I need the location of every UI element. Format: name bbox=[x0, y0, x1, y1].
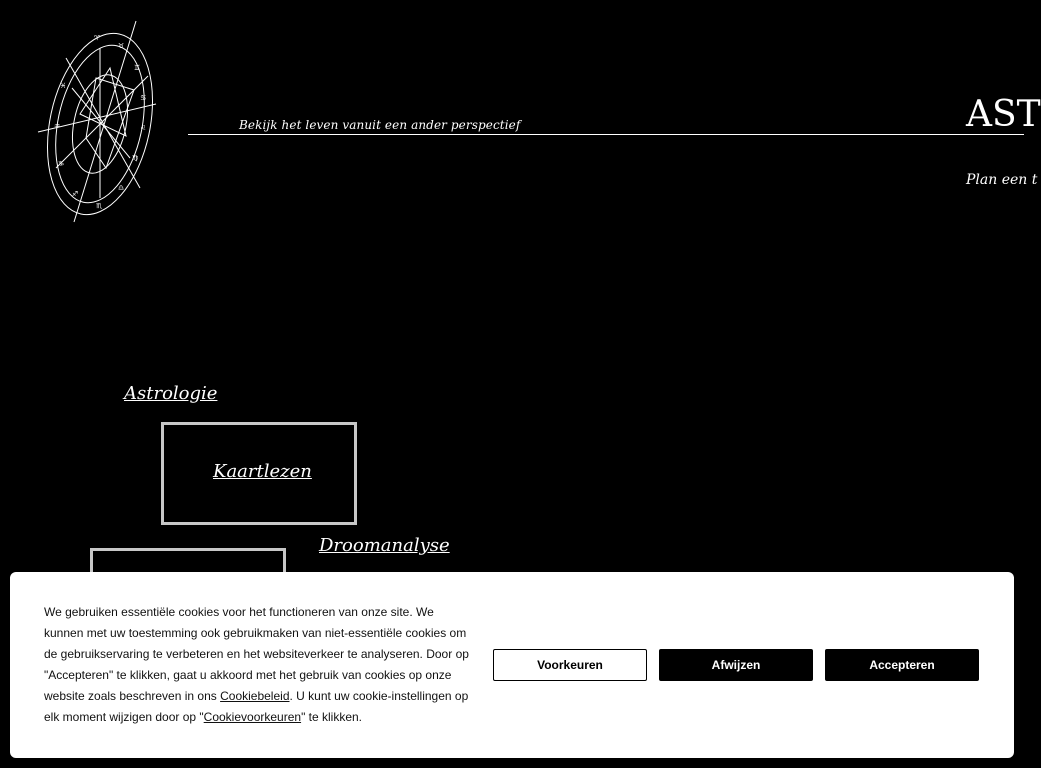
cookie-message bbox=[44, 602, 476, 728]
cookie-text-part1: We gebruiken essentiële cookies voor het functioneren van onze site. We kunnen met uw toestemming ook gebruikmaken van niet-essentiële cookies om de gebruikservaring te verbeteren en het websiteverkeer te analyseren. Door op "Accepteren" te klikken, gaat u akkoord met het gebruik van cookies op onze website zoals beschreven in ons bbox=[44, 605, 469, 703]
svg-text:♌: ♌ bbox=[140, 124, 147, 132]
reject-button[interactable]: Afwijzen bbox=[659, 649, 813, 681]
svg-text:♓: ♓ bbox=[60, 82, 67, 90]
plan-link[interactable]: Plan een t bbox=[966, 172, 1038, 188]
cookie-policy-link[interactable]: Cookiebeleid bbox=[220, 689, 290, 703]
preferences-button[interactable]: Voorkeuren bbox=[493, 649, 647, 681]
svg-text:♒: ♒ bbox=[54, 122, 61, 130]
svg-text:♉: ♉ bbox=[118, 42, 125, 50]
site-tagline: Bekijk het leven vanuit een ander perspectief bbox=[239, 118, 521, 132]
cookie-text-part3: " te klikken. bbox=[301, 710, 363, 724]
svg-text:♈: ♈ bbox=[94, 34, 101, 42]
cookie-banner bbox=[10, 572, 1014, 758]
cookie-preferences-link[interactable]: Cookievoorkeuren bbox=[203, 710, 302, 724]
svg-text:♑: ♑ bbox=[58, 160, 65, 168]
header-divider bbox=[188, 134, 1024, 135]
svg-text:♋: ♋ bbox=[140, 94, 147, 102]
site-title[interactable]: AST bbox=[966, 94, 1041, 135]
svg-text:♏: ♏ bbox=[96, 202, 103, 210]
svg-text:♎: ♎ bbox=[118, 184, 125, 192]
nav-link-astrologie[interactable]: Astrologie bbox=[124, 383, 218, 404]
svg-text:♊: ♊ bbox=[134, 64, 141, 72]
cookie-text-part2: . U kunt uw cookie-instellingen op elk moment wijzigen door op " bbox=[44, 689, 469, 724]
nav-link-kaartlezen[interactable]: Kaartlezen bbox=[213, 461, 312, 482]
svg-text:♍: ♍ bbox=[132, 154, 139, 162]
astrology-chart-logo-icon[interactable] bbox=[36, 18, 160, 224]
svg-text:♐: ♐ bbox=[72, 190, 79, 198]
nav-link-droomanalyse[interactable]: Droomanalyse bbox=[319, 535, 450, 556]
accept-button[interactable]: Accepteren bbox=[825, 649, 979, 681]
